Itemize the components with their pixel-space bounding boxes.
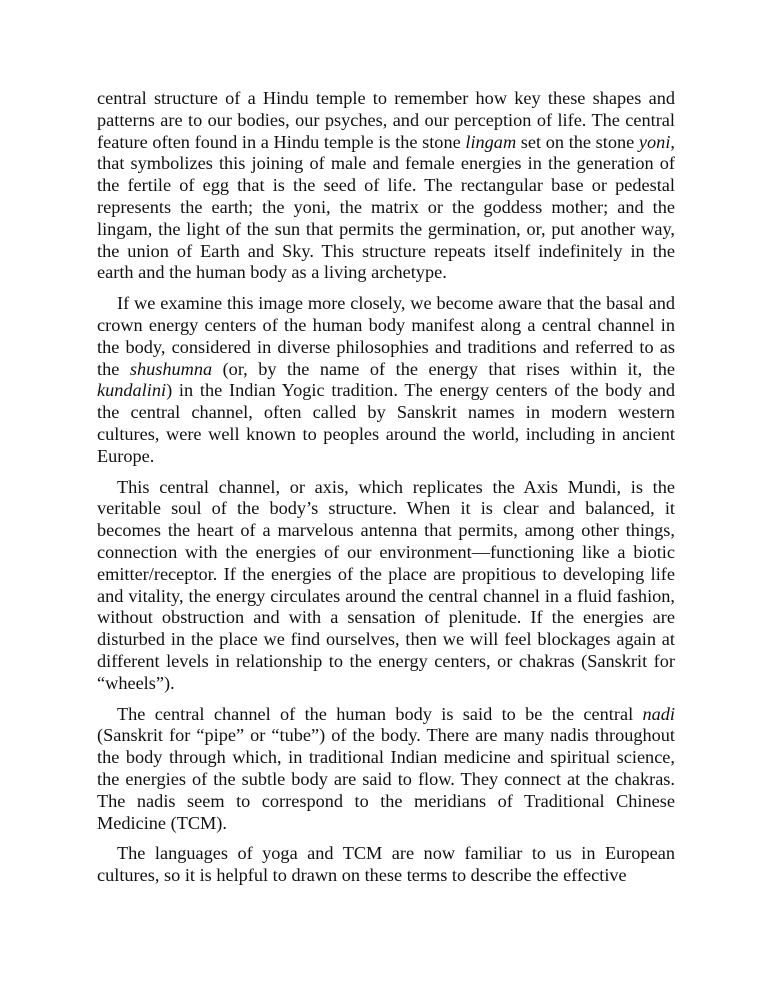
paragraph-5 — [97, 843, 675, 887]
text-run: The central channel of the human body is said to be the central — [117, 703, 643, 724]
text-run: central structure of a Hindu temple to remember how key these shapes and patterns are to our bodies, our psyches, and our perception of life. The central feature often found in a Hindu temple is the stone — [97, 88, 675, 152]
text-run: (Sanskrit for “pipe” or “tube”) of the body. There are many nadis throughout the body through which, in traditional Indian medicine and spiritual science, the energies of the subtle body are said to flow. They connect at the chakras. The nadis seem to correspond to the meridians of Traditional Chinese Medicine (TCM). — [97, 725, 675, 833]
paragraph-2 — [97, 293, 675, 467]
italic-term: kundalini — [97, 380, 167, 401]
paragraph-1 — [97, 88, 675, 284]
paragraph-4 — [97, 704, 675, 835]
text-run: (or, by the name of the energy that rises within it, the — [212, 358, 675, 379]
paragraph-3 — [97, 477, 675, 695]
text-run: If we examine this image more closely, we become aware that the basal and crown energy centers of the human body manifest along a central channel in the body, considered in diverse philosophies and traditions and referred to as the — [97, 293, 675, 379]
page-body — [97, 88, 675, 896]
text-run: set on the stone — [516, 131, 639, 152]
italic-term: yoni — [638, 131, 671, 152]
text-run: This central channel, or axis, which replicates the Axis Mundi, is the veritable soul of the body’s structure. When it is clear and balanced, it becomes the heart of a marvelous antenna that permits, among other things, connection with the energies of our environment—functioning like a biotic emitter/receptor. If the energies of the place are propitious to developing life and vitality, the energy circulates around the central channel in a fluid fashion, without obstruction and with a sensation of plenitude. If the energies are disturbed in the place we find ourselves, then we will feel blockages again at different levels in relationship to the energy centers, or chakras (Sanskrit for “wheels”). — [97, 476, 675, 693]
italic-term: lingam — [465, 131, 517, 152]
text-run: , that symbolizes this joining of male and female energies in the generation of the fertile of egg that is the seed of life. The rectangular base or pedestal represents the earth; the yoni, the matrix or the goddess mother; and the lingam, the light of the sun that permits the germination, or, put another way, the union of Earth and Sky. This structure repeats itself indefinitely in the earth and the human body as a living archetype. — [97, 131, 675, 283]
text-run: ) in the Indian Yogic tradition. The energy centers of the body and the central channel, often called by Sanskrit names in modern western cultures, were well known to peoples around the world, including in ancient Europe. — [97, 380, 675, 466]
text-run: The languages of yoga and TCM are now familiar to us in European cultures, so it is helpful to drawn on these terms to describe the effective — [97, 843, 675, 886]
italic-term: nadi — [642, 703, 675, 724]
italic-term: shushumna — [129, 358, 213, 379]
